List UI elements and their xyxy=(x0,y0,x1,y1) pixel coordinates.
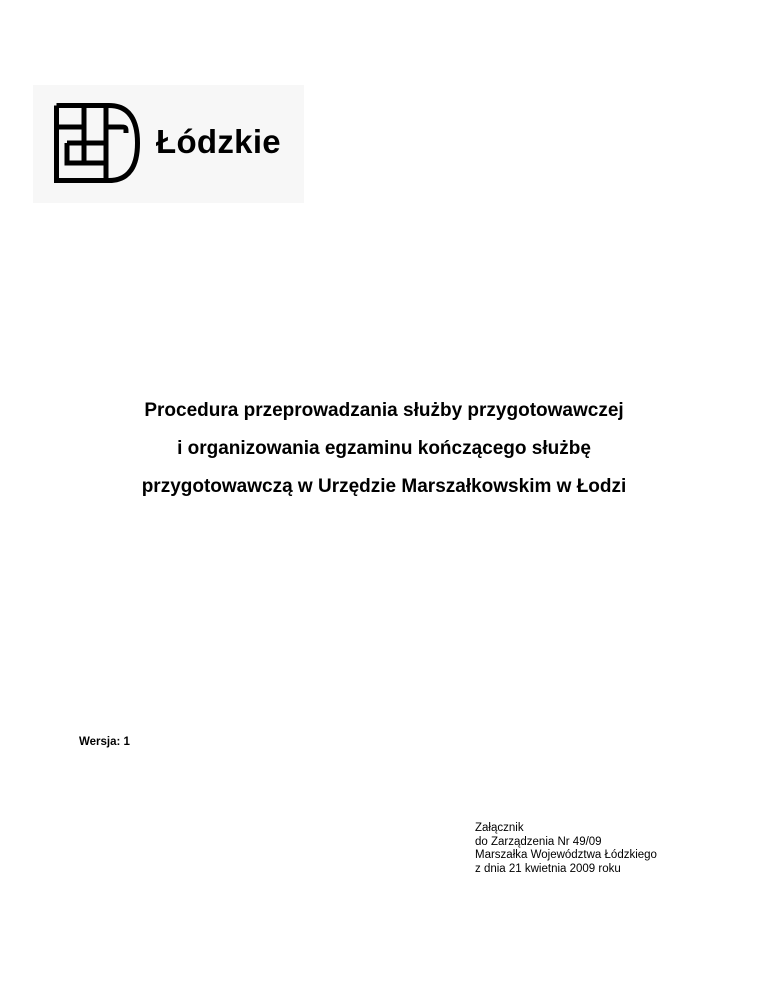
annex-line-2: do Zarządzenia Nr 49/09 xyxy=(475,835,602,848)
annex-line-4: z dnia 21 kwietnia 2009 roku xyxy=(475,862,621,875)
title-line-2: i organizowania egzaminu kończącego służbę xyxy=(177,438,591,459)
title-line-3: przygotowawczą w Urzędzie Marszałkowskim w Łodzi xyxy=(141,476,627,497)
annex-note xyxy=(475,822,657,876)
annex-line-3: Marszałka Województwa Łódzkiego xyxy=(475,849,657,861)
annex-line-1: Załącznik xyxy=(475,822,524,834)
logo-text: Łódzkie xyxy=(156,123,281,160)
document-title xyxy=(0,392,768,506)
logo xyxy=(33,85,304,203)
title-line-1: Procedura przeprowadzania służby przygotowawczej xyxy=(144,400,624,421)
version-label: Wersja: 1 xyxy=(79,736,130,748)
lodzkie-emblem-icon xyxy=(54,103,140,183)
